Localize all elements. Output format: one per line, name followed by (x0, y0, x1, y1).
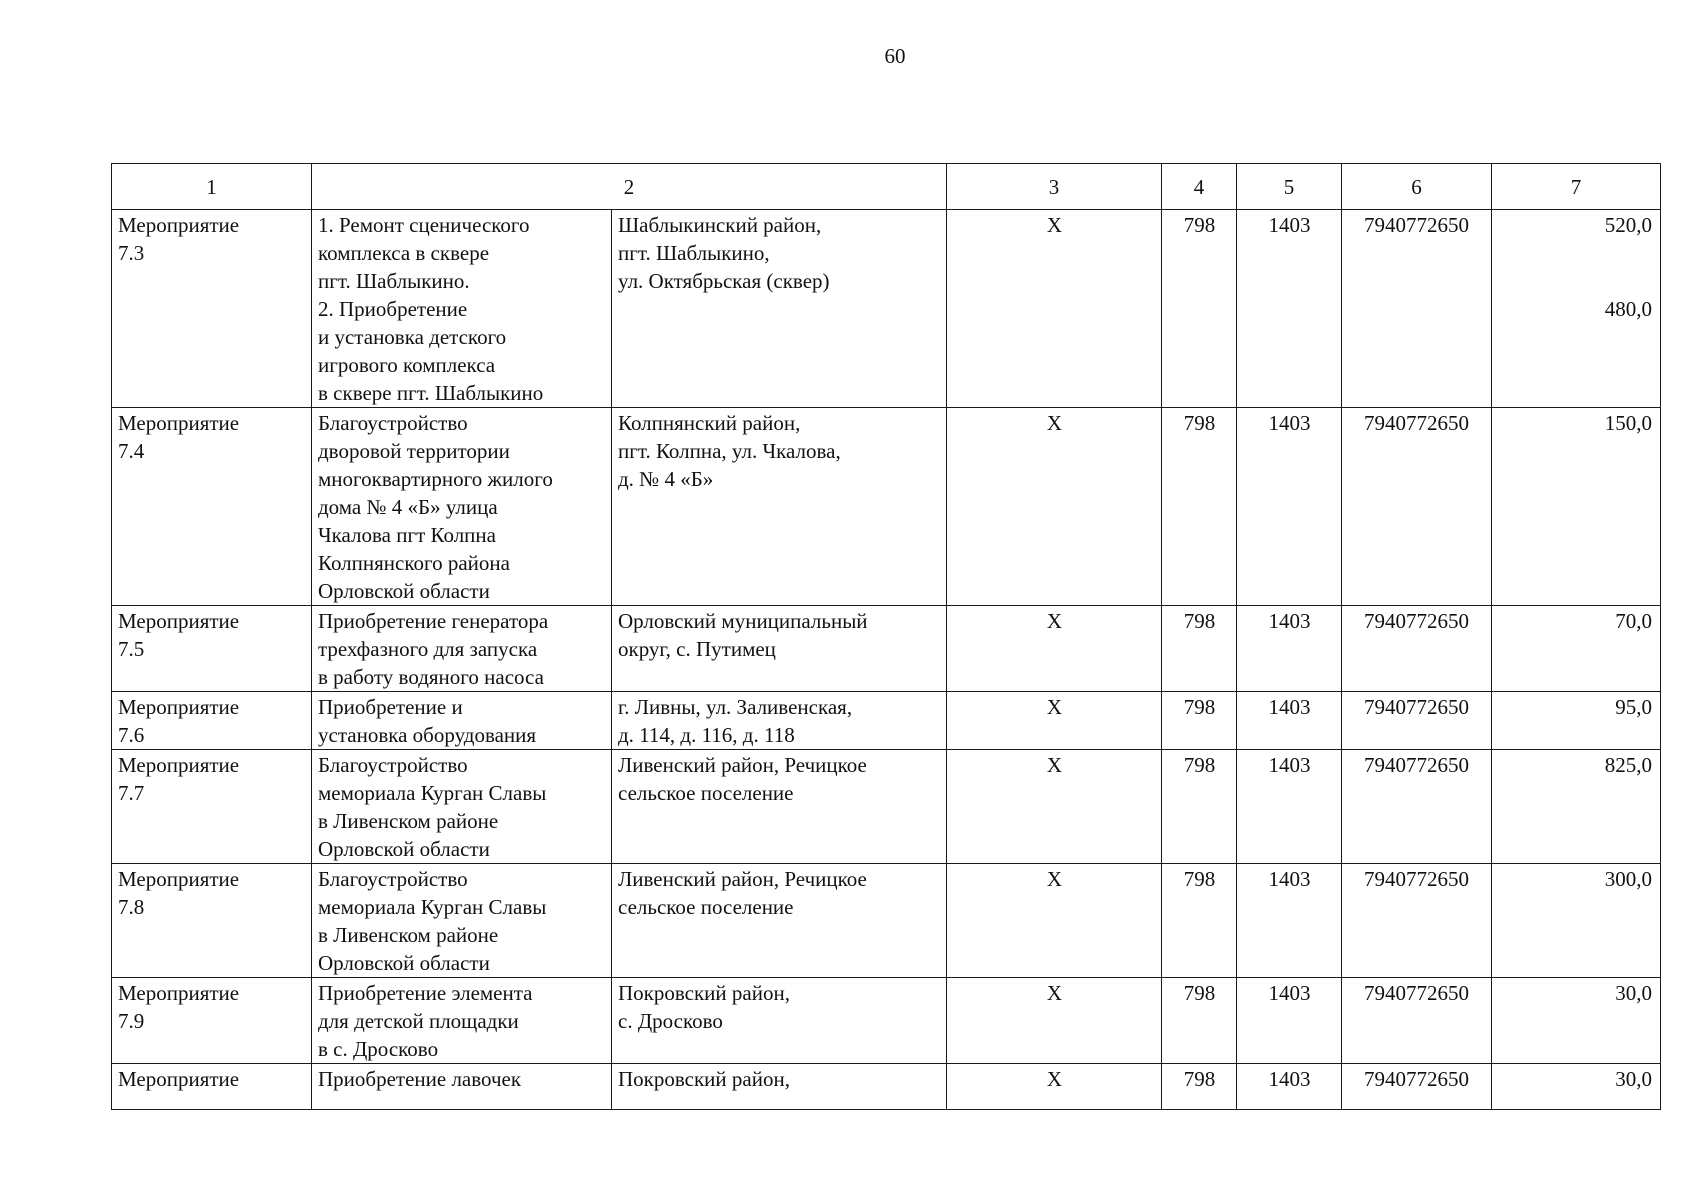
header-cell: 4 (1162, 164, 1237, 210)
target-article-cell: 7940772650 (1342, 978, 1492, 1064)
table-row (112, 978, 1661, 1064)
page-number: 60 (884, 44, 906, 68)
table-body (112, 164, 1661, 1110)
code-cell: 798 (1162, 864, 1237, 978)
address-cell: Орловский муниципальный округ, с. Путимец (612, 606, 947, 692)
description-cell: Благоустройство мемориала Курган Славы в Ливенском районе Орловской области (312, 864, 612, 978)
code-cell: 798 (1162, 210, 1237, 408)
mark-cell: X (947, 210, 1162, 408)
amount-cell: 825,0 (1492, 750, 1661, 864)
mark-cell: X (947, 1064, 1162, 1110)
section-cell: 1403 (1237, 692, 1342, 750)
section-cell: 1403 (1237, 408, 1342, 606)
event-cell: Мероприятие 7.7 (112, 750, 312, 864)
mark-cell: X (947, 750, 1162, 864)
table-row (112, 864, 1661, 978)
code-cell: 798 (1162, 978, 1237, 1064)
amount-cell: 30,0 (1492, 978, 1661, 1064)
target-article-cell: 7940772650 (1342, 210, 1492, 408)
section-cell: 1403 (1237, 606, 1342, 692)
target-article-cell: 7940772650 (1342, 1064, 1492, 1110)
mark-cell: X (947, 692, 1162, 750)
event-cell: Мероприятие 7.5 (112, 606, 312, 692)
section-cell: 1403 (1237, 978, 1342, 1064)
address-cell: Ливенский район, Речицкое сельское поселение (612, 864, 947, 978)
description-cell: Приобретение элемента для детской площадки в с. Дросково (312, 978, 612, 1064)
mark-cell: X (947, 408, 1162, 606)
address-cell: Шаблыкинский район, пгт. Шаблыкино, ул. Октябрьская (сквер) (612, 210, 947, 408)
target-article-cell: 7940772650 (1342, 864, 1492, 978)
table-header-row (112, 164, 1661, 210)
address-cell: Колпнянский район, пгт. Колпна, ул. Чкалова, д. № 4 «Б» (612, 408, 947, 606)
address-cell: Покровский район, с. Дросково (612, 978, 947, 1064)
target-article-cell: 7940772650 (1342, 692, 1492, 750)
table-row (112, 210, 1661, 408)
section-cell: 1403 (1237, 750, 1342, 864)
table-row (112, 408, 1661, 606)
mark-cell: X (947, 606, 1162, 692)
code-cell: 798 (1162, 606, 1237, 692)
description-cell: Приобретение и установка оборудования (312, 692, 612, 750)
amount-cell: 95,0 (1492, 692, 1661, 750)
amount-cell: 30,0 (1492, 1064, 1661, 1110)
description-cell: Приобретение генератора трехфазного для запуска в работу водяного насоса (312, 606, 612, 692)
amount-cell: 70,0 (1492, 606, 1661, 692)
target-article-cell: 7940772650 (1342, 408, 1492, 606)
amount-cell: 150,0 (1492, 408, 1661, 606)
table-row (112, 750, 1661, 864)
table-row (112, 1064, 1661, 1110)
address-cell: Покровский район, (612, 1064, 947, 1110)
event-cell: Мероприятие (112, 1064, 312, 1110)
amount-cell: 300,0 (1492, 864, 1661, 978)
amount-cell: 520,0 480,0 (1492, 210, 1661, 408)
code-cell: 798 (1162, 750, 1237, 864)
header-cell: 2 (312, 164, 947, 210)
table-row (112, 692, 1661, 750)
section-cell: 1403 (1237, 1064, 1342, 1110)
code-cell: 798 (1162, 408, 1237, 606)
event-cell: Мероприятие 7.8 (112, 864, 312, 978)
mark-cell: X (947, 978, 1162, 1064)
description-cell: 1. Ремонт сценического комплекса в сквере пгт. Шаблыкино. 2. Приобретение и установка детского игрового комплекса в сквере пгт. Шаблыкино (312, 210, 612, 408)
address-cell: г. Ливны, ул. Заливенская, д. 114, д. 116, д. 118 (612, 692, 947, 750)
header-cell: 7 (1492, 164, 1661, 210)
description-cell: Приобретение лавочек (312, 1064, 612, 1110)
address-cell: Ливенский район, Речицкое сельское поселение (612, 750, 947, 864)
section-cell: 1403 (1237, 210, 1342, 408)
header-cell: 6 (1342, 164, 1492, 210)
header-cell: 1 (112, 164, 312, 210)
event-cell: Мероприятие 7.6 (112, 692, 312, 750)
table-row (112, 606, 1661, 692)
event-cell: Мероприятие 7.9 (112, 978, 312, 1064)
description-cell: Благоустройство дворовой территории многоквартирного жилого дома № 4 «Б» улица Чкалова пгт Колпна Колпнянского района Орловской области (312, 408, 612, 606)
event-cell: Мероприятие 7.3 (112, 210, 312, 408)
event-cell: Мероприятие 7.4 (112, 408, 312, 606)
code-cell: 798 (1162, 1064, 1237, 1110)
target-article-cell: 7940772650 (1342, 750, 1492, 864)
description-cell: Благоустройство мемориала Курган Славы в Ливенском районе Орловской области (312, 750, 612, 864)
mark-cell: X (947, 864, 1162, 978)
events-table (111, 163, 1661, 1110)
header-cell: 5 (1237, 164, 1342, 210)
target-article-cell: 7940772650 (1342, 606, 1492, 692)
code-cell: 798 (1162, 692, 1237, 750)
header-cell: 3 (947, 164, 1162, 210)
section-cell: 1403 (1237, 864, 1342, 978)
